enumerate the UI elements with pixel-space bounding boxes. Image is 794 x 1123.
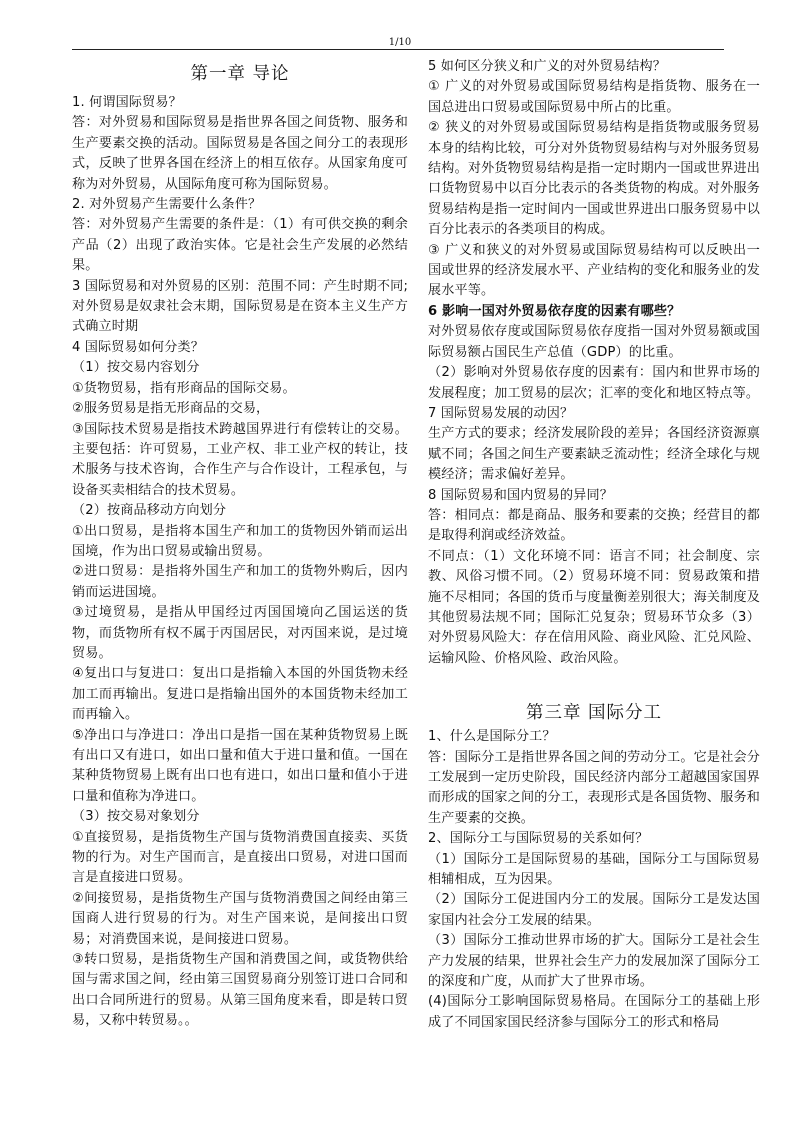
paragraph: 不同点：（1）文化环境不同：语言不同；社会制度、宗教、风俗习惯不同。（2）贸易环境不同：贸易政策和措施不尽相同；各国的货币与度量衡差别很大；海关制度及其他贸易法规不同；国际汇兑复杂；贸易环节众多（3）对外贸易风险大：存在信用风险、商业风险、汇兑风险、运输风险、价格风险、政治风险。 [428, 548, 760, 666]
paragraph: 5 如何区分狭义和广义的对外贸易结构？ [428, 59, 666, 74]
chapter-1-title: 第一章 导论 [190, 64, 290, 84]
paragraph: 答：相同点：都是商品、服务和要素的交换；经营目的都是取得利润或经济效益。 [428, 507, 760, 544]
header-rule [72, 49, 724, 50]
paragraph: （2）按商品移动方向划分 [72, 503, 227, 519]
paragraph: ②服务贸易是指无形商品的交易， [72, 401, 270, 417]
question-6-heading: 6 影响一国对外贸易依存度的因素有哪些？ [428, 303, 681, 319]
paragraph: 答：对外贸易产生需要的条件是：（1）有可供交换的剩余产品（2）出现了政治实体。它是社会生产发展的必然结果。 [72, 217, 408, 274]
page-number: 1/10 [388, 37, 412, 48]
paragraph: ①货物贸易，指有形商品的国际交易。 [72, 380, 296, 396]
paragraph: 答：国际分工是指世界各国之间的劳动分工。它是社会分工发展到一定历史阶段，国民经济内部分工超越国家国界而形成的国家之间的分工，表现形式是各国货物、服务和生产要素的交换。 [428, 749, 760, 826]
right-column-text-c [428, 727, 760, 1033]
paragraph: 答：对外贸易和国际贸易是指世界各国之间货物、服务和生产要素交换的活动。国际贸易是各国之间分工的表现形式，反映了世界各国在经济上的相互依存。从国家角度可称为对外贸易，从国际角度可称为国际贸易。 [72, 115, 408, 192]
paragraph: ⑤净出口与净进口：净出口是指一国在某种货物贸易上既有出口又有进口，如出口量和值大于进口量和值。一国在某种货物贸易上既有出口也有进口，如出口量和值小于进口量和值称为净进口。 [72, 727, 408, 804]
paragraph: 7 国际贸易发展的动因？ [428, 405, 574, 421]
paragraph: ③过境贸易，是指从甲国经过丙国国境向乙国运送的货物，而货物所有权不属于丙国居民，对丙国来说，是过境贸易。 [72, 605, 408, 661]
paragraph: 2. 对外贸易产生需要什么条件？ [72, 197, 262, 213]
paragraph: ③ 广义和狭义的对外贸易或国际贸易结构可以反映出一国或世界的经济发展水平、产业结构的变化和服务业的发展水平等。 [428, 242, 760, 299]
paragraph: ④复出口与复进口：复出口是指输入本国的外国货物未经加工而再输出。复进口是指输出国外的本国货物未经加工而再输入。 [72, 666, 408, 723]
paragraph: 3 国际贸易和对外贸易的区别：范围不同：产生时期不同;对外贸易是奴隶社会末期，国际贸易是在资本主义生产方式确立时期 [72, 278, 408, 335]
paragraph: ②间接贸易，是指货物生产国与货物消费国之间经由第三国商人进行贸易的行为。对生产国来说，是间接出口贸易；对消费国来说，是间接进口贸易。 [72, 890, 408, 947]
paragraph: 1. 何谓国际贸易？ [72, 95, 182, 110]
right-column [428, 57, 760, 1033]
paragraph: ③转口贸易，是指货物生产国和消费国之间，或货物供给国与需求国之间，经由第三国贸易商分别签订进口合同和出口合同所进行的贸易。从第三国角度来看，即是转口贸易，又称中转贸易。。 [72, 952, 408, 1029]
paragraph: （2）影响对外贸易依存度的因素有：国内和世界市场的发展程度；加工贸易的层次；汇率的变化和地区特点等。 [428, 365, 760, 401]
paragraph: （1）国际分工是国际贸易的基础，国际分工与国际贸易相辅相成，互为因果。 [428, 851, 760, 888]
paragraph: 8 国际贸易和国内贸易的异同？ [428, 487, 613, 503]
left-column [72, 57, 408, 1032]
paragraph: ③国际技术贸易是指技术跨越国界进行有偿转让的交易。主要包括：许可贸易，工业产权、非工业产权的转让，技术服务与技术咨询，合作生产与合作设计，工程承包，与设备买卖相结合的技术贸易。 [72, 421, 408, 498]
paragraph: ②进口贸易：是指将外国生产和加工的货物外购后，因内销而运进国境。 [72, 564, 408, 600]
paragraph: （2）国际分工促进国内分工的发展。国际分工是发达国家国内社会分工发展的结果。 [428, 892, 760, 928]
paragraph: ② 狭义的对外贸易或国际贸易结构是指货物或服务贸易本身的结构比较，可分对外货物贸易结构与对外服务贸易结构。对外货物贸易结构是指一定时期内一国或世界进出口货物贸易中以百分比表示的各类货物的构成。对外服务贸易结构是指一定时间内一国或世界进出口服务贸易中以百分比表示的各类项目的构成。 [428, 120, 760, 238]
paragraph: （1）按交易内容划分 [72, 360, 200, 376]
paragraph: 对外贸易依存度或国际贸易依存度指一国对外贸易额或国际贸易额占国民生产总值（GDP）的比重。 [428, 324, 760, 360]
paragraph: ①直接贸易，是指货物生产国与货物消费国直接卖、买货物的行为。对生产国而言，是直接出口贸易，对进口国而言是直接进口贸易。 [72, 829, 408, 886]
paragraph: 1、什么是国际分工？ [428, 729, 556, 745]
paragraph: 生产方式的要求；经济发展阶段的差异；各国经济资源禀赋不同；各国之间生产要素缺乏流动性；经济全球化与规模经济；需求偏好差异。 [428, 426, 760, 483]
paragraph: ① 广义的对外贸易或国际贸易结构是指货物、服务在一国总进出口贸易或国际贸易中所占的比重。 [428, 79, 760, 115]
paragraph: （3）国际分工推动世界市场的扩大。国际分工是社会生产力发展的结果，世界社会生产力的发展加深了国际分工的深度和广度，从而扩大了世界市场。 [428, 933, 760, 990]
paragraph: (4)国际分工影响国际贸易格局。在国际分工的基础上形成了不同国家国民经济参与国际分工的形式和格局 [428, 994, 760, 1030]
right-column-text-a [428, 57, 760, 302]
right-column-text-b [428, 322, 760, 669]
chapter-3-title: 第三章 国际分工 [525, 703, 663, 724]
paragraph: 2、国际分工与国际贸易的关系如何？ [428, 831, 649, 847]
paragraph: 4 国际贸易如何分类？ [72, 339, 204, 355]
left-column-text [72, 93, 408, 1032]
paragraph: （3）按交易对象划分 [72, 809, 200, 825]
paragraph: ①出口贸易，是指将本国生产和加工的货物因外销而运出国境，作为出口贸易或输出贸易。 [72, 523, 408, 559]
